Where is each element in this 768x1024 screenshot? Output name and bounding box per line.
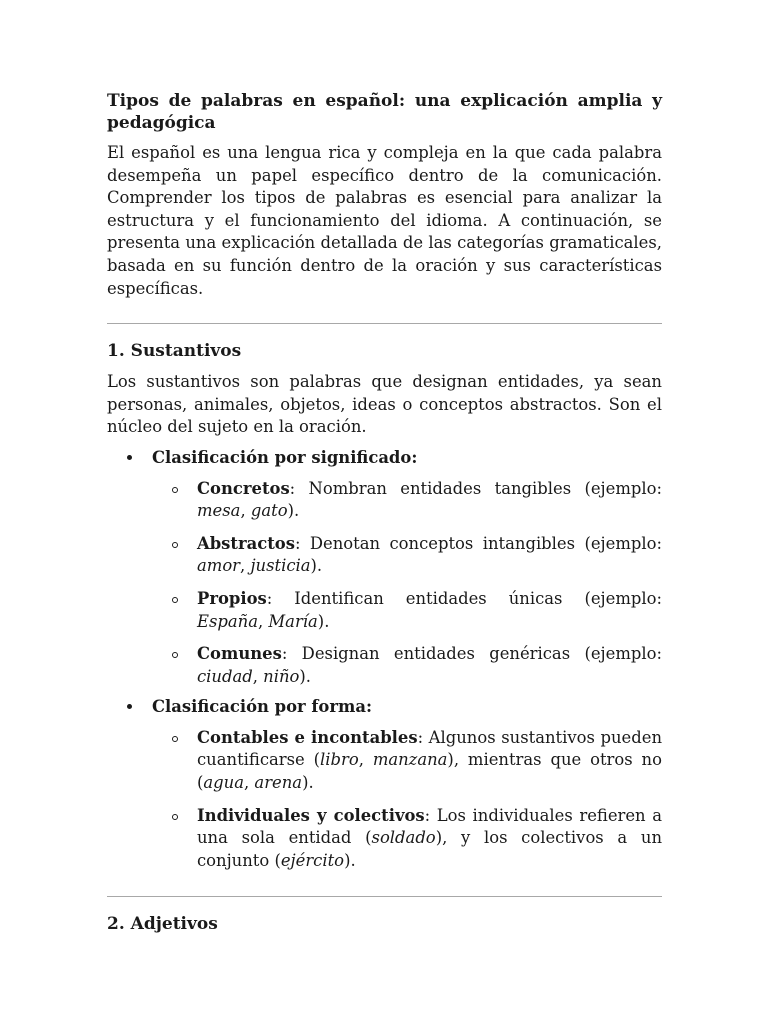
example-word: amor [197, 556, 241, 576]
subcategory-text [197, 533, 662, 578]
example-word: gato [250, 501, 288, 521]
circle-bullet-icon [172, 814, 178, 820]
section-divider [107, 323, 662, 324]
classification-label: Clasificación por forma: [152, 697, 372, 717]
example-word: agua [203, 773, 244, 793]
term-definition: : Los individuales refieren a una sola entidad (soldado), y los colectivos a un conjunto (ejército). [197, 805, 663, 870]
section-divider [107, 896, 662, 897]
term-definition: : Algunos sustantivos pueden cuantificarse (libro, manzana), mientras que otros no (agua, arena). [197, 727, 662, 793]
example-word: soldado [371, 828, 436, 848]
section-heading-sustantivos: 1. Sustantivos [107, 341, 242, 362]
example-word: María [268, 611, 318, 631]
circle-bullet-icon [172, 736, 178, 742]
term-label: Contables e incontables [197, 727, 418, 747]
term-definition: : Designan entidades genéricas (ejemplo: ciudad, niño). [197, 644, 662, 686]
classification-label: Clasificación por significado: [152, 447, 418, 467]
section-heading-adjetivos: 2. Adjetivos [107, 914, 218, 935]
example-word: manzana [372, 750, 448, 770]
example-word: mesa [197, 501, 241, 521]
term-label: Individuales y colectivos [197, 805, 425, 825]
subcategory-text [197, 805, 662, 873]
bullet-dot-icon [127, 455, 132, 460]
term-label: Comunes [197, 644, 282, 664]
term-label: Propios [197, 588, 267, 608]
example-word: ejército [280, 850, 345, 870]
subcategory-text [197, 588, 662, 633]
subcategory-item-contables [152, 727, 662, 795]
term-definition: : Denotan conceptos intangibles (ejemplo: amor, justicia). [197, 533, 662, 576]
example-word: libro [320, 750, 359, 770]
classification-item-significado [107, 447, 662, 688]
term-label: Concretos [197, 478, 290, 498]
example-word: niño [263, 666, 300, 686]
term-definition: : Nombran entidades tangibles (ejemplo: mesa, gato). [197, 478, 662, 521]
bullet-dot-icon [127, 704, 132, 709]
subcategory-item-abstractos [152, 533, 662, 578]
document-title: Tipos de palabras en español: una explicación amplia y pedagógica [107, 91, 662, 133]
circle-bullet-icon [172, 597, 178, 603]
subcategory-item-propios [152, 588, 662, 633]
subcategory-list [152, 727, 662, 873]
example-word: arena [254, 773, 303, 793]
circle-bullet-icon [172, 652, 178, 658]
section-description-sustantivos: Los sustantivos son palabras que designan entidades, ya sean personas, animales, objetos, ideas o conceptos abstractos. Son el núcleo del sujeto en la oración. [107, 372, 662, 437]
classification-item-forma [107, 696, 662, 872]
example-word: ciudad [197, 666, 253, 686]
classification-list [107, 447, 662, 873]
example-word: justicia [250, 556, 311, 576]
subcategory-item-colectivos [152, 805, 662, 873]
subcategory-item-comunes [152, 643, 662, 688]
term-definition: : Identifican entidades únicas (ejemplo: España, María). [197, 588, 662, 631]
subcategory-text [197, 643, 662, 688]
intro-paragraph: El español es una lengua rica y compleja en la que cada palabra desempeña un papel específico dentro de la comunicación. Comprender los tipos de palabras es esencial para analizar la estructura y el funcionamiento del idioma. A continuación, se presenta una explicación detallada de las categorías gramaticales, basada en su función dentro de la oración y sus características específicas. [107, 143, 662, 298]
circle-bullet-icon [172, 487, 178, 493]
subcategory-text [197, 727, 662, 795]
subcategory-item-concretos [152, 478, 662, 523]
document-page [107, 90, 662, 935]
circle-bullet-icon [172, 542, 178, 548]
subcategory-text [197, 478, 662, 523]
subcategory-list [152, 478, 662, 689]
term-label: Abstractos [197, 533, 295, 553]
example-word: España [197, 611, 258, 631]
